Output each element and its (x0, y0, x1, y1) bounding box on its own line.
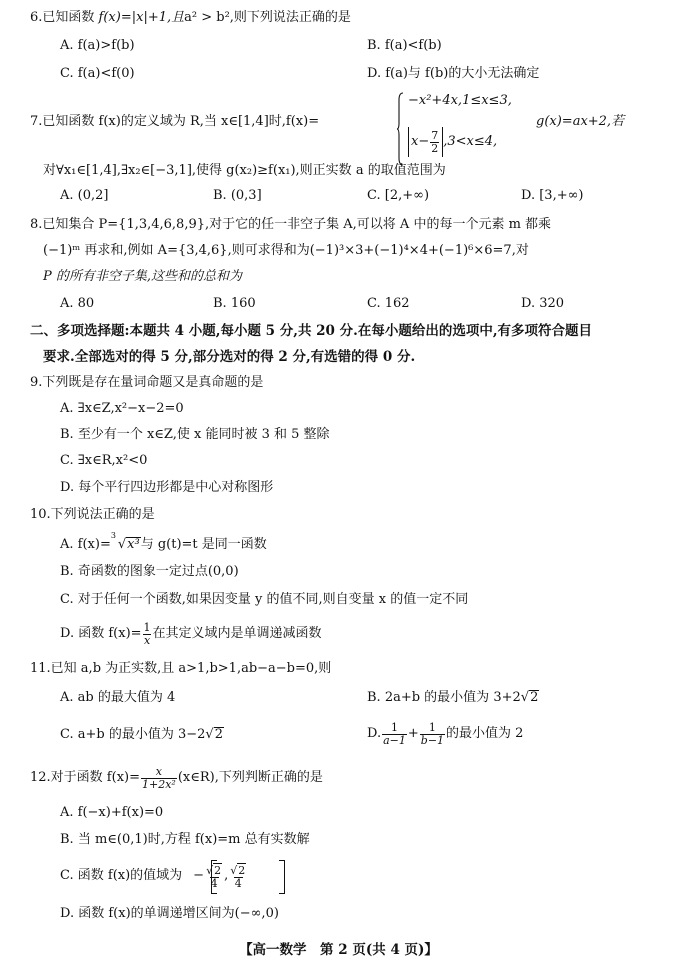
q7-option-b: B. (0,3] (213, 188, 262, 203)
q7-option-a: A. (0,2] (60, 188, 109, 203)
q11-d-plus: + (407, 726, 419, 741)
q10-d-part1: D. 函数 f(x)= (60, 626, 142, 641)
q11-d-fraction1 (382, 722, 407, 747)
q11-option-b: B. 2a+b 的最小值为 3+2√2 (367, 690, 539, 705)
q9-option-b: B. 至少有一个 x∈Z,使 x 能同时被 3 和 5 整除 (60, 427, 330, 442)
q12-stem-num: x (155, 764, 163, 778)
q8-option-b: B. 160 (213, 296, 256, 311)
q8-option-c: C. 162 (367, 296, 410, 311)
q12-stem-part2: (x∈R),下列判断正确的是 (177, 770, 323, 785)
q6-stem-part3: a² > b²,则下列说法正确的是 (184, 10, 351, 25)
q12-c-root2: 2 (238, 863, 246, 877)
q7-stem-part1: 7.已知函数 f(x)的定义域为 R,当 x∈[1,4]时,f(x)= (30, 114, 320, 129)
q12-c-den2: 4 (234, 876, 242, 890)
q8-option-d: D. 320 (521, 296, 565, 311)
q10-option-a (60, 531, 267, 553)
q7-fraction-num: 7 (431, 128, 439, 142)
q11-b-part1: B. 2a+b 的最小值为 3+2 (367, 690, 521, 705)
q11-d-num1: 1 (390, 720, 398, 734)
q7-stem-part2: g(x)=ax+2,若 (536, 114, 625, 129)
q10-stem: 10.下列说法正确的是 (30, 507, 155, 522)
q12-option-b: B. 当 m∈(0,1)时,方程 f(x)=m 总有实数解 (60, 832, 310, 847)
q6-stem-part1: 6.已知函数 (30, 10, 95, 25)
q10-a-part1: A. f(x)= (60, 537, 111, 552)
q10-a-part2: 与 g(t)=t 是同一函数 (140, 537, 267, 552)
q12-option-a: A. f(−x)+f(x)=0 (60, 805, 164, 820)
q7-piece1: −x²+4x,1≤x≤3, (408, 93, 512, 108)
q12-c-den1: 4 (210, 876, 218, 890)
q10-d-den: x (143, 633, 151, 647)
q12-option-c (60, 860, 248, 892)
q12-c-fraction1: $\frac{√2}{4}$ (206, 863, 222, 890)
q7-piece2-x: x− (411, 134, 430, 149)
q11-b-root: 2 (530, 690, 539, 705)
q7-fraction-den: 2 (431, 141, 439, 155)
q10-a-root-body: x³ (127, 537, 140, 552)
q11-stem: 11.已知 a,b 为正实数,且 a>1,b>1,ab−a−b=0,则 (30, 661, 332, 676)
q7-piece2-cond: ,3<x≤4, (443, 134, 498, 149)
q6-option-d: D. f(a)与 f(b)的大小无法确定 (367, 66, 540, 81)
q6-stem (30, 10, 351, 26)
section2-heading-line1: 二、多项选择题:本题共 4 小题,每小题 5 分,共 20 分.在每小题给出的选项中,有多项符合题目 (30, 323, 593, 339)
q7-abs-value (408, 127, 443, 157)
q10-option-c: C. 对于任何一个函数,如果因变量 y 的值不同,则自变量 x 的值一定不同 (60, 592, 469, 607)
q10-option-d (60, 618, 322, 650)
q12-stem-fraction (141, 766, 177, 791)
q11-option-d (367, 718, 523, 750)
q11-d-den1: a−1 (383, 733, 406, 747)
q10-a-cube-root: 3 √x³ (110, 531, 140, 552)
q10-d-part2: 在其定义域内是单调递减函数 (152, 626, 322, 641)
page-footer: 【高一数学 第 2 页(共 4 页)】 (239, 942, 438, 958)
q10-d-fraction (143, 622, 152, 647)
q11-d-fraction2 (420, 722, 445, 747)
q6-option-b: B. f(a)<f(b) (367, 38, 442, 53)
q9-option-a: A. ∃x∈Z,x²−x−2=0 (60, 401, 184, 416)
q11-option-a: A. ab 的最大值为 4 (60, 690, 176, 705)
q12-option-d: D. 函数 f(x)的单调递增区间为(−∞,0) (60, 906, 279, 921)
q11-option-c: C. a+b 的最小值为 3−2√2 (60, 727, 223, 742)
q7-option-d: D. [3,+∞) (521, 188, 584, 203)
q12-c-comma: , (224, 868, 229, 883)
q6-option-a: A. f(a)>f(b) (60, 38, 135, 53)
q7-fraction (430, 130, 439, 155)
q6-stem-part2: f(x)=|x|+1,且 (98, 10, 185, 25)
right-bracket-icon (279, 860, 285, 894)
q11-c-root: 2 (214, 727, 223, 742)
q6-option-c: C. f(a)<f(0) (60, 66, 135, 81)
piecewise-brace-icon (397, 92, 404, 166)
q9-option-c: C. ∃x∈R,x²<0 (60, 453, 148, 468)
q8-line1: 8.已知集合 P={1,3,4,6,8,9},对于它的任一非空子集 A,可以将 A 中的每一个元素 m 都乘 (30, 217, 552, 232)
q8-line2: (−1)ᵐ 再求和,例如 A={3,4,6},则可求得和为(−1)³×3+(−1)⁴×4+(−1)⁶×6=7,对 (43, 243, 529, 258)
q9-option-d: D. 每个平行四边形都是中心对称图形 (60, 480, 274, 495)
q9-stem: 9.下列既是存在量词命题又是真命题的是 (30, 375, 264, 390)
q11-d-num2: 1 (428, 720, 436, 734)
q7-option-c: C. [2,+∞) (367, 188, 430, 203)
q12-stem (30, 762, 323, 794)
q8-line3: P 的所有非空子集,这些和的总和为 (43, 269, 243, 284)
q12-c-root1: 2 (214, 863, 222, 877)
q7-piece2 (408, 125, 497, 159)
q8-option-a: A. 80 (60, 296, 95, 311)
q12-stem-part1: 12.对于函数 f(x)= (30, 770, 140, 785)
q12-stem-den: 1+2x² (142, 777, 176, 791)
q7-stem-part3: 对∀x₁∈[1,4],∃x₂∈[−3,1],使得 g(x₂)≥f(x₁),则正实数 a 的取值范围为 (43, 163, 446, 178)
q11-c-part1: C. a+b 的最小值为 3−2 (60, 727, 206, 742)
q10-option-b: B. 奇函数的图象一定过点(0,0) (60, 564, 239, 579)
q12-c-part1: C. 函数 f(x)的值域为 (60, 868, 183, 883)
q11-d-part2: 的最小值为 2 (446, 726, 524, 741)
section2-heading-line2: 要求.全部选对的得 5 分,部分选对的得 2 分,有选错的得 0 分. (43, 349, 416, 365)
left-bracket-icon (211, 860, 217, 894)
q12-c-minus: − (193, 868, 205, 883)
q11-d-label: D. (367, 726, 382, 741)
q11-d-den2: b−1 (420, 733, 445, 747)
q10-d-num: 1 (143, 620, 151, 634)
q12-c-fraction2: $\frac{√2}{4}$ (230, 863, 246, 890)
